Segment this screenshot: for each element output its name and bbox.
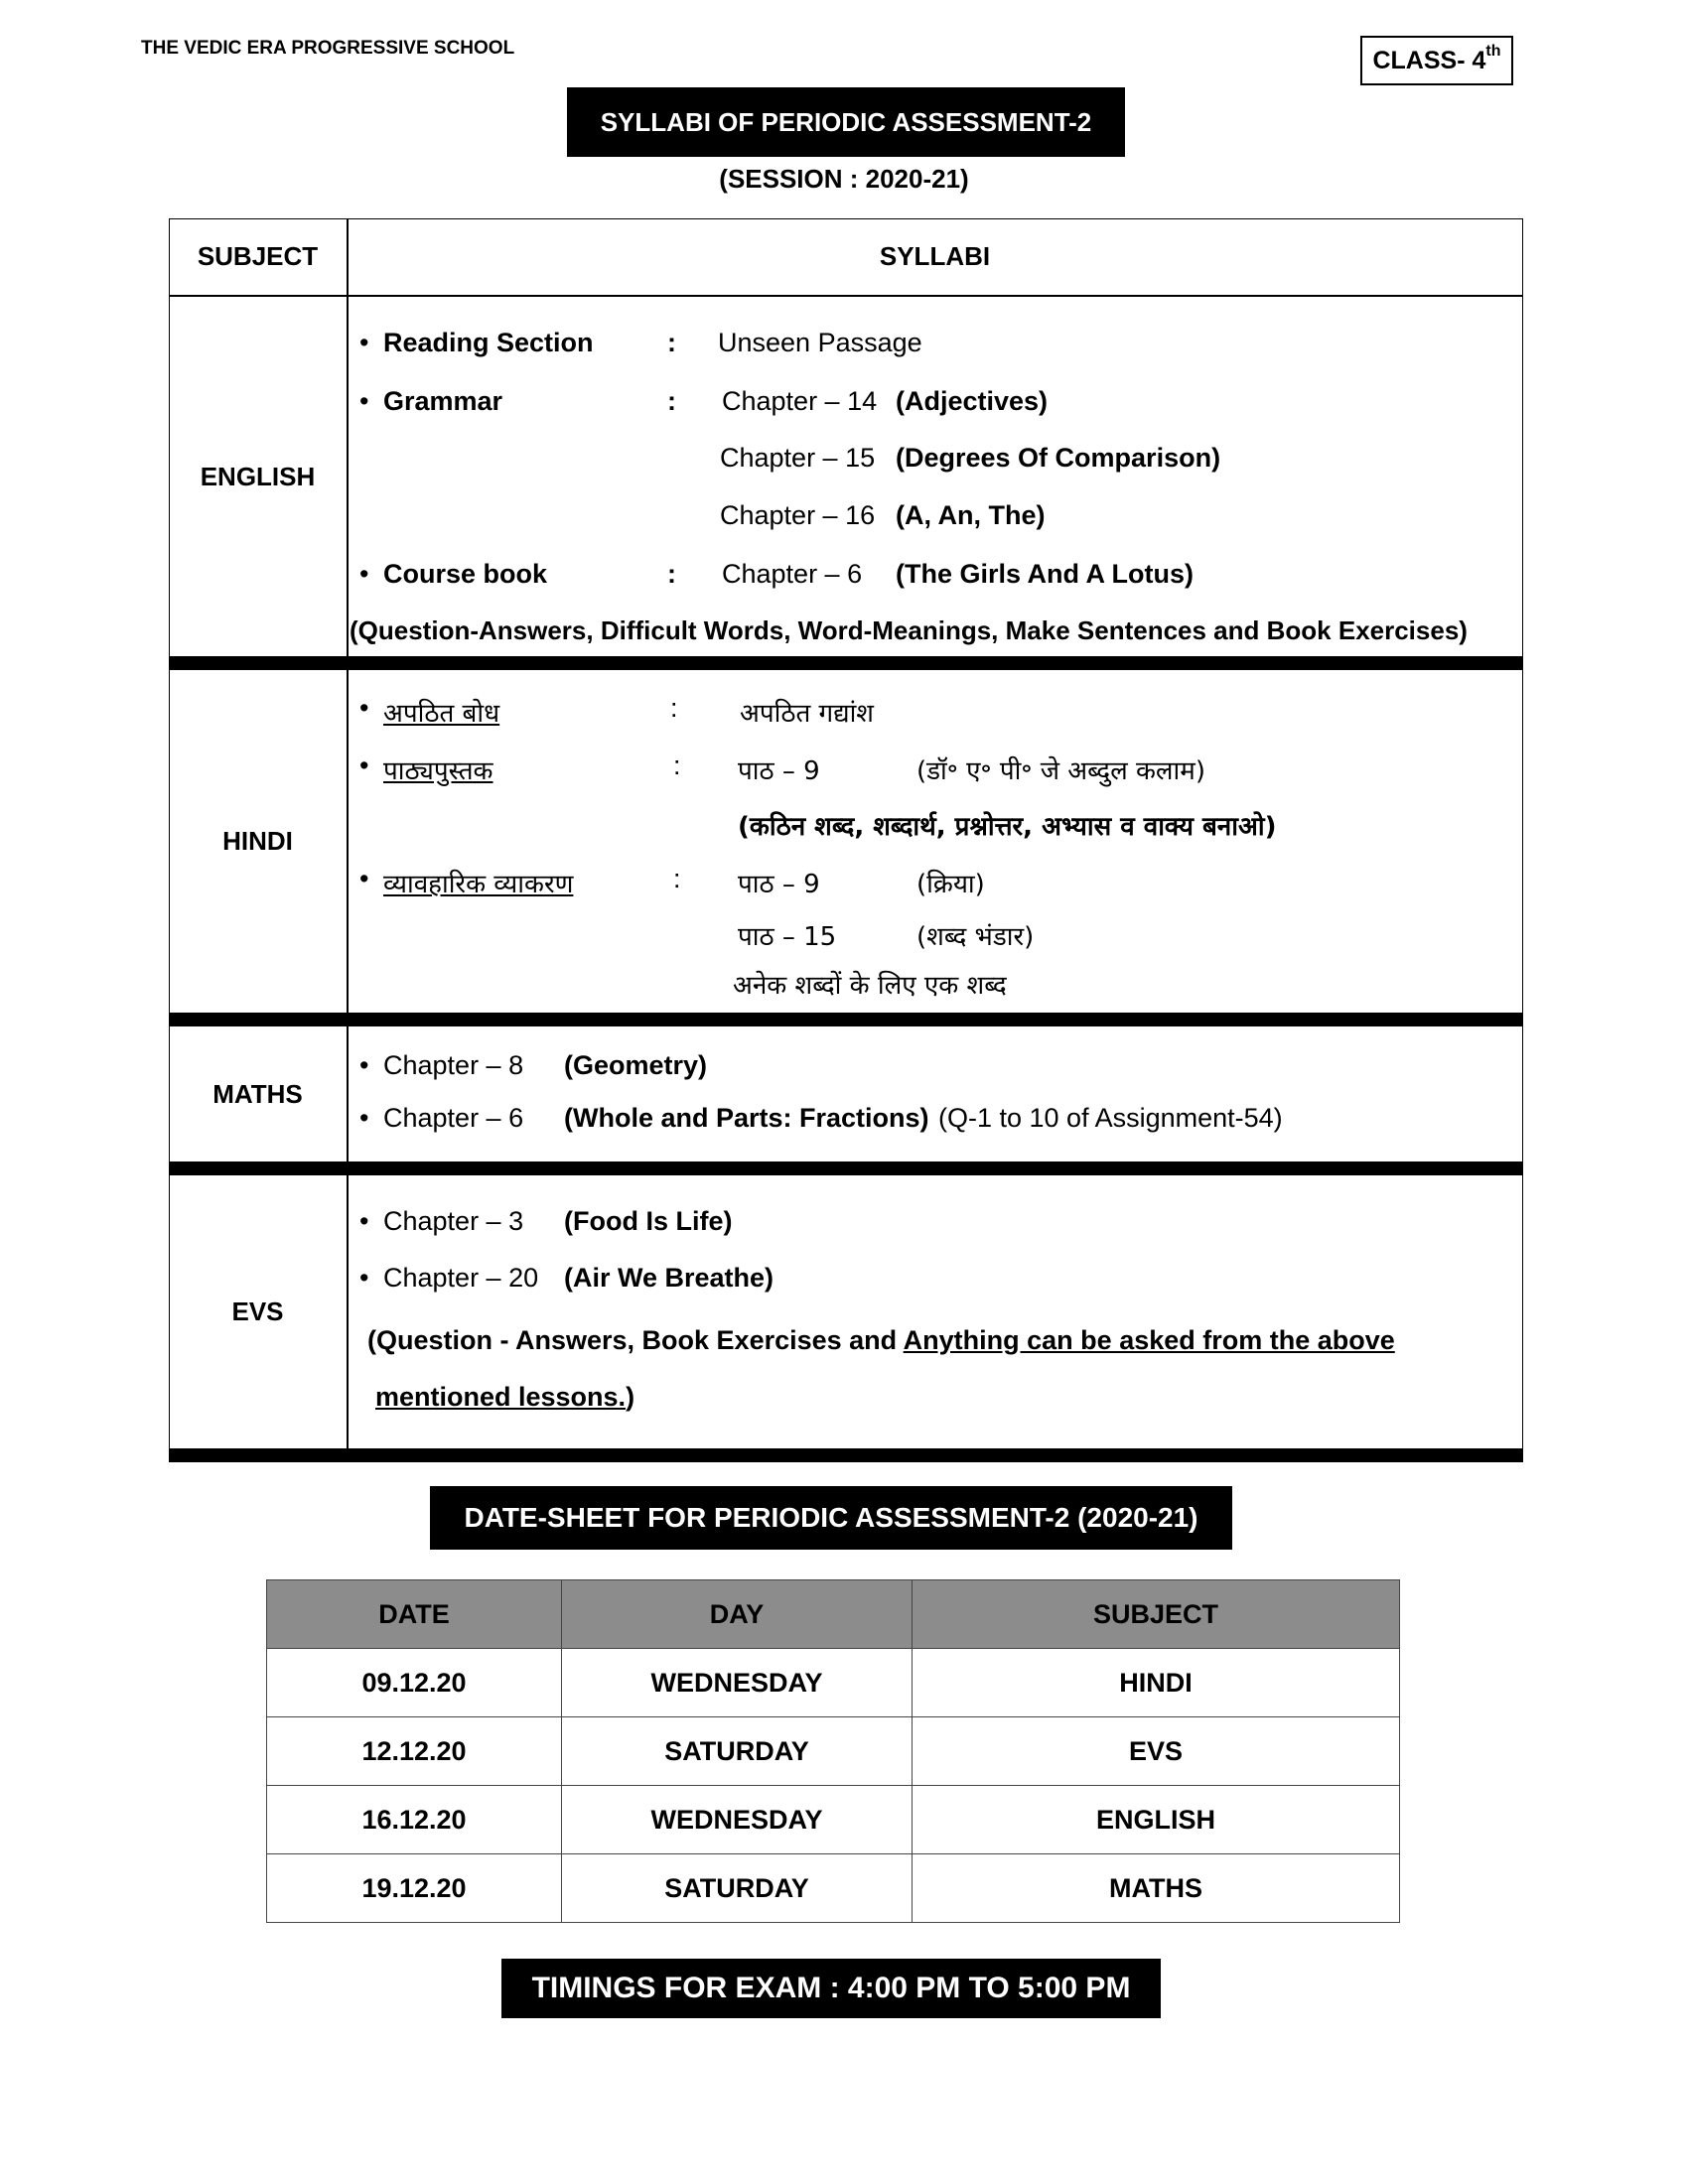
col-header-day: DAY (562, 1580, 913, 1649)
grammar-label: Grammar (383, 386, 503, 416)
maths-topic: (Whole and Parts: Fractions) (564, 1103, 929, 1133)
colon: : (667, 328, 676, 357)
hindi-r2-value: पाठ – 9 (738, 756, 820, 786)
evs-note-end: ) (626, 1382, 635, 1412)
colon: : (673, 751, 681, 780)
bullet: • (359, 864, 369, 893)
bullet: • (359, 386, 369, 416)
hindi-r1-label: अपठित बोध (383, 699, 500, 729)
cell-subject: ENGLISH (913, 1786, 1400, 1854)
datesheet-table (266, 1579, 1400, 1923)
bullet: • (359, 1206, 369, 1236)
cell-date: 12.12.20 (267, 1717, 562, 1786)
maths-chapter: Chapter – 6 (383, 1103, 524, 1133)
class-box (1360, 36, 1513, 85)
course-label: Course book (383, 559, 548, 589)
colon: : (670, 693, 678, 723)
evs-note-underlined: mentioned lessons. (375, 1382, 627, 1412)
session-label: (SESSION : 2020-21) (719, 164, 969, 194)
grammar-topic: (Adjectives) (896, 386, 1049, 416)
hindi-r2-label: पाठ्यपुस्तक (383, 756, 493, 786)
school-name: THE VEDIC ERA PROGRESSIVE SCHOOL (141, 38, 515, 59)
table-row (267, 1717, 1400, 1786)
cell-subject: EVS (913, 1717, 1400, 1786)
bullet: • (359, 559, 369, 589)
cell-day: WEDNESDAY (562, 1649, 913, 1717)
grammar-chapter: Chapter – 16 (720, 500, 876, 530)
colon: : (667, 386, 676, 416)
cell-day: SATURDAY (562, 1717, 913, 1786)
evs-chapter: Chapter – 3 (383, 1206, 524, 1236)
evs-topic: (Food Is Life) (564, 1206, 733, 1236)
syllabus-table (169, 218, 1523, 1462)
maths-chapter: Chapter – 8 (383, 1050, 524, 1080)
hindi-r5-value: अनेक शब्दों के लिए एक शब्द (733, 971, 1007, 1001)
class-superscript: th (1485, 43, 1501, 60)
bullet: • (359, 1103, 369, 1133)
evs-note-line2 (375, 1382, 634, 1413)
reading-value: Unseen Passage (718, 328, 922, 357)
evs-topic: (Air We Breathe) (564, 1263, 774, 1293)
exam-timings: TIMINGS FOR EXAM : 4:00 PM TO 5:00 PM (501, 1959, 1161, 2018)
colon: : (667, 559, 676, 589)
header-syllabi: SYLLABI (879, 241, 991, 271)
hindi-r1-value: अपठित गद्यांश (740, 699, 874, 729)
bullet: • (359, 328, 369, 357)
table-row (267, 1786, 1400, 1854)
colon: : (673, 864, 681, 893)
header-subject: SUBJECT (197, 241, 319, 271)
cell-subject: MATHS (913, 1854, 1400, 1923)
hindi-r2-topic: (डॉ॰ ए॰ पी॰ जे अब्दुल कलाम) (916, 756, 1205, 786)
hindi-r2-note: (कठिन शब्द, शब्दार्थ, प्रश्नोत्तर, अभ्यास व वाक्य बनाओ) (738, 812, 1277, 842)
reading-label: Reading Section (383, 328, 594, 357)
syllabus-title: SYLLABI OF PERIODIC ASSESSMENT-2 (567, 87, 1125, 157)
evs-note-underlined: Anything can be asked from the above (903, 1325, 1395, 1355)
table-row (267, 1854, 1400, 1923)
maths-extra: (Q-1 to 10 of Assignment-54) (938, 1103, 1283, 1133)
bullet: • (359, 693, 369, 723)
col-header-date: DATE (267, 1580, 562, 1649)
evs-note-plain: (Question - Answers, Book Exercises and (367, 1325, 904, 1355)
cell-date: 19.12.20 (267, 1854, 562, 1923)
english-note: (Question-Answers, Difficult Words, Word-Meanings, Make Sentences and Book Exercises) (350, 615, 1468, 645)
grammar-chapter: Chapter – 14 (722, 386, 878, 416)
grammar-chapter: Chapter – 15 (720, 443, 876, 473)
hindi-r4-topic: (शब्द भंडार) (916, 922, 1035, 952)
course-chapter: Chapter – 6 (722, 559, 863, 589)
hindi-r4-value: पाठ – 15 (738, 922, 837, 952)
evs-chapter: Chapter – 20 (383, 1263, 539, 1293)
cell-day: SATURDAY (562, 1854, 913, 1923)
subject-english: ENGLISH (200, 461, 316, 491)
grammar-topic: (Degrees Of Comparison) (896, 443, 1221, 473)
subject-maths: MATHS (212, 1078, 303, 1109)
evs-note-line1 (367, 1325, 1395, 1356)
datesheet-title: DATE-SHEET FOR PERIODIC ASSESSMENT-2 (2020-21) (430, 1486, 1232, 1550)
cell-date: 09.12.20 (267, 1649, 562, 1717)
cell-subject: HINDI (913, 1649, 1400, 1717)
bullet: • (359, 1263, 369, 1293)
cell-day: WEDNESDAY (562, 1786, 913, 1854)
course-topic: (The Girls And A Lotus) (896, 559, 1194, 589)
cell-date: 16.12.20 (267, 1786, 562, 1854)
hindi-r3-topic: (क्रिया) (916, 870, 985, 899)
hindi-r3-value: पाठ – 9 (738, 870, 820, 899)
table-row (267, 1649, 1400, 1717)
grammar-topic: (A, An, The) (896, 500, 1046, 530)
maths-topic: (Geometry) (564, 1050, 708, 1080)
bullet: • (359, 751, 369, 780)
bullet: • (359, 1050, 369, 1080)
class-label: CLASS- 4 (1372, 46, 1486, 74)
table-header-row (267, 1580, 1400, 1649)
subject-hindi: HINDI (222, 826, 293, 856)
col-header-subject: SUBJECT (913, 1580, 1400, 1649)
hindi-r3-label: व्यावहारिक व्याकरण (383, 870, 574, 899)
subject-evs: EVS (231, 1297, 284, 1326)
